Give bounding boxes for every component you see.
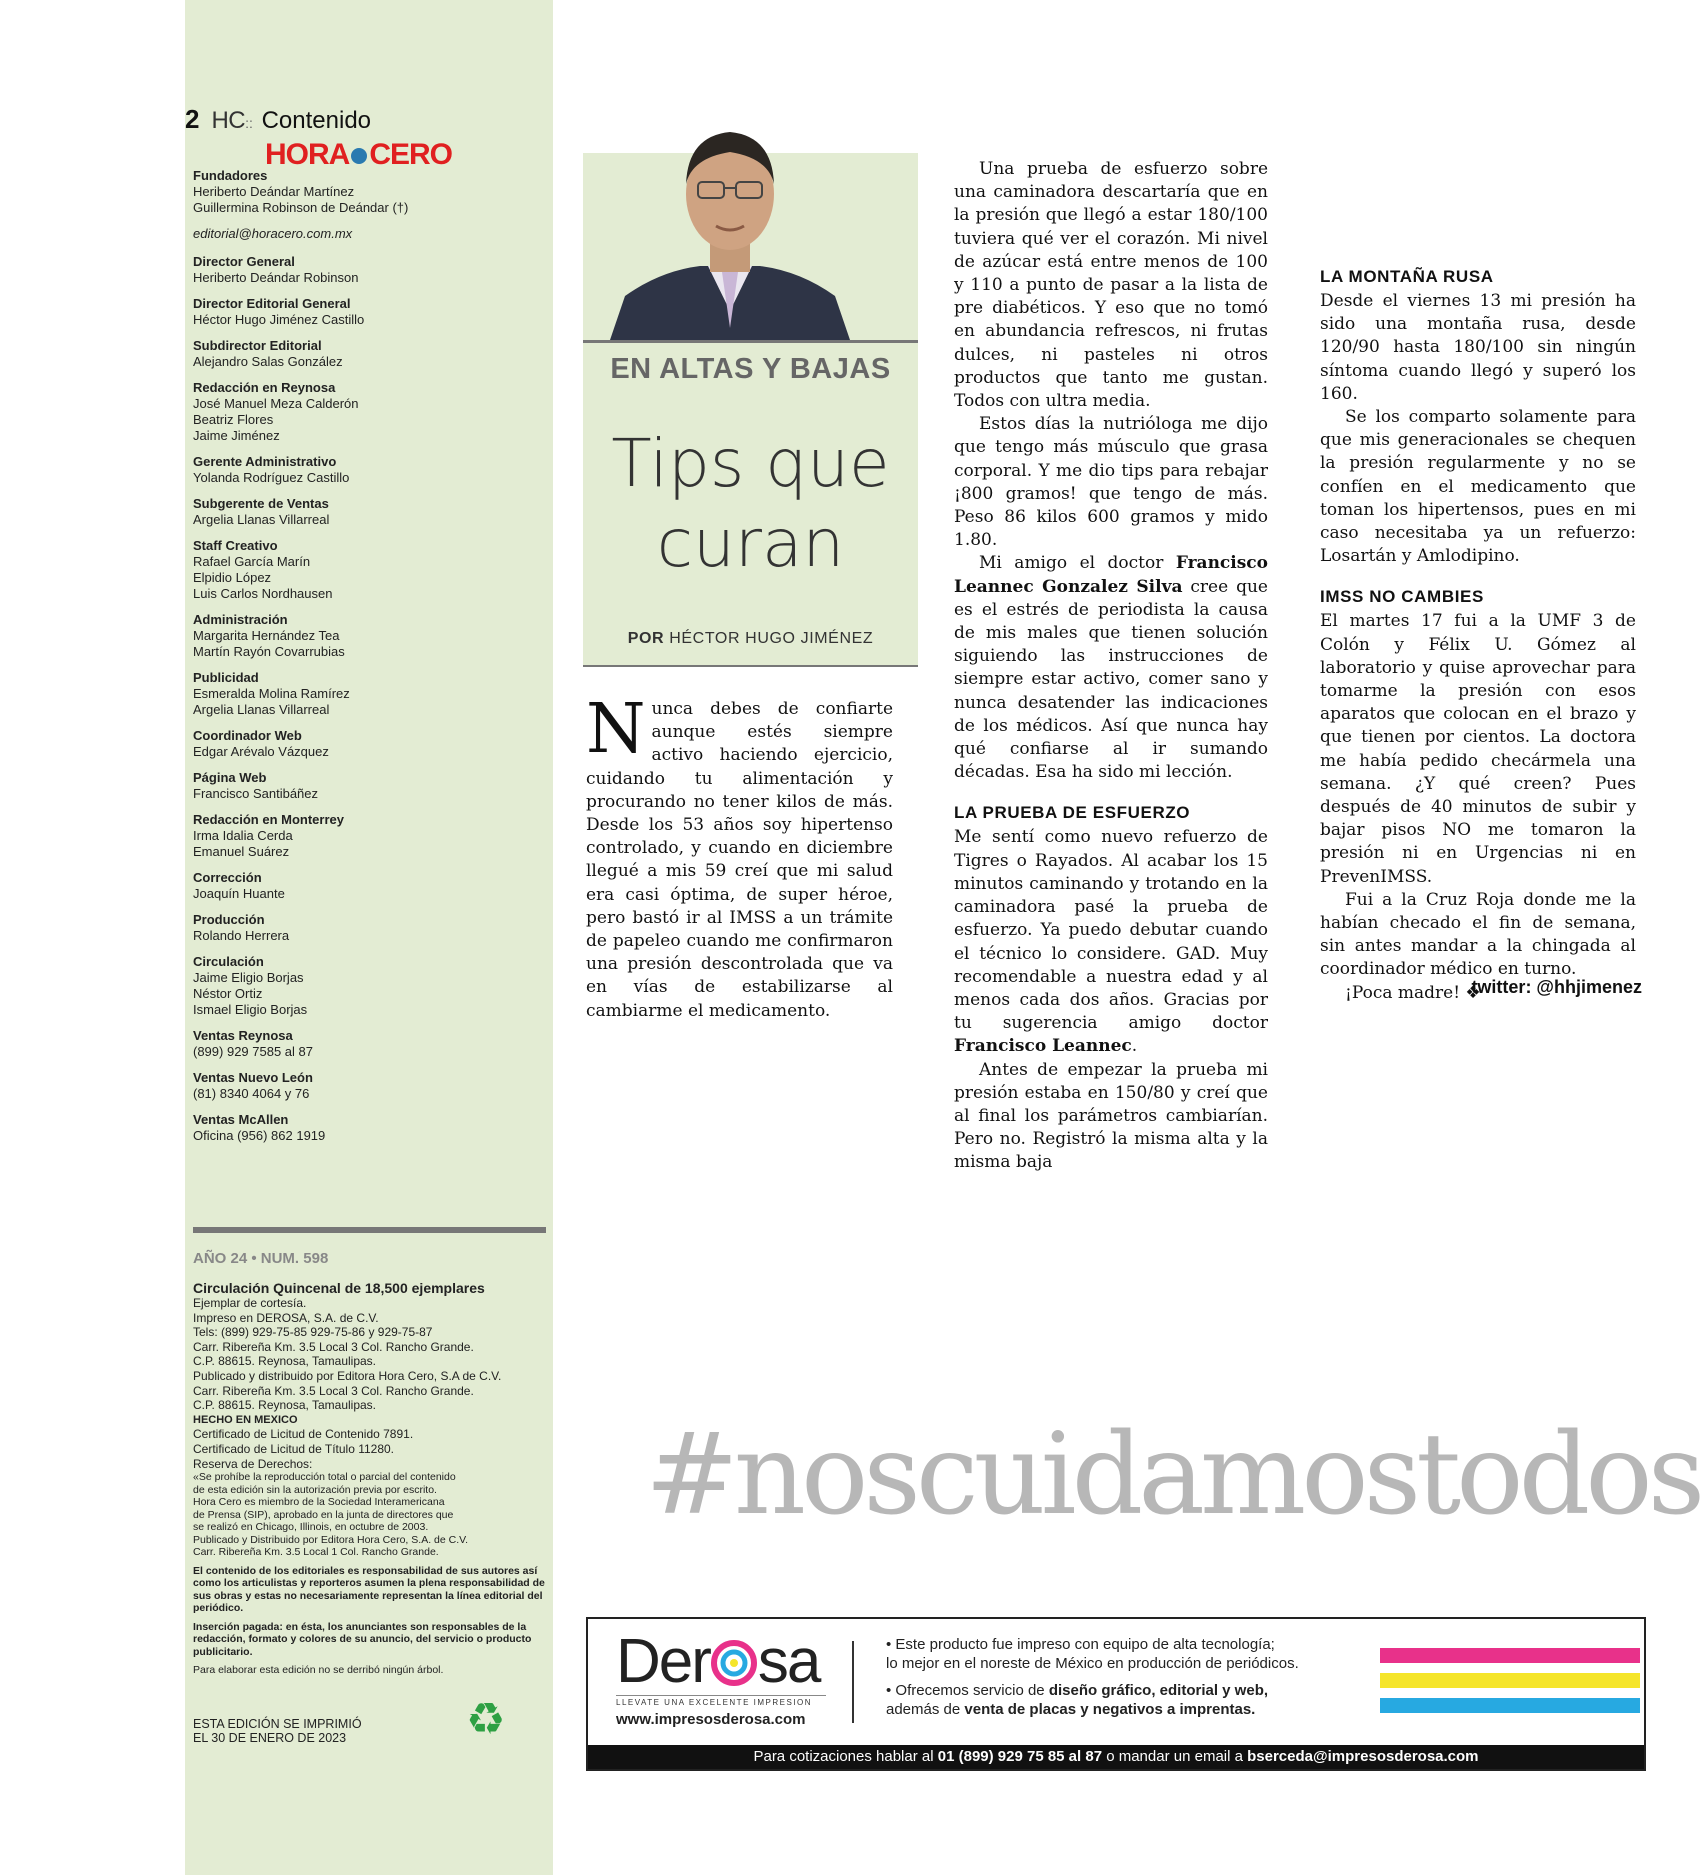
- colophon-line: Hora Cero es miembro de la Sociedad Interamericana: [193, 1496, 445, 1509]
- staff-name: Margarita Hernández Tea: [193, 628, 340, 643]
- staff-role: Circulación: [193, 954, 264, 969]
- footer-email[interactable]: bserceda@impresosderosa.com: [1247, 1748, 1479, 1765]
- colophon-line: Tels: (899) 929-75-85 929-75-86 y 929-75-87: [193, 1325, 433, 1340]
- paragraph-text: unca debes de confiarte aunque estés siempre activo haciendo ejercicio, cuidando tu alimentación y procurando no tener kilos de más. Desde los 53 años soy hipertenso controlado, y cuando en diciembre llegué a mis 59 creí que mi salud era casi óptima, de super héroe, pero bastó ir al IMSS a un trámite de papeleo cuando me confirmaron una presión descontrolada que va en vías de estabilizarse al cambiarme el medicamento.: [586, 699, 893, 1021]
- ad-text-bold: venta de placas y negativos a imprentas.: [964, 1701, 1256, 1718]
- staff-group: [193, 870, 543, 902]
- colophon-line: Reserva de Derechos:: [193, 1456, 313, 1471]
- staff-name: Argelia Llanas Villarreal: [193, 512, 330, 527]
- footer-phone[interactable]: 01 (899) 929 75 85 al 87: [937, 1748, 1103, 1765]
- subheading: LA MONTAÑA RUSA: [1320, 267, 1494, 286]
- staff-role: Publicidad: [193, 670, 259, 685]
- color-bar: [1380, 1698, 1640, 1713]
- header-bottom-rule: [583, 665, 918, 667]
- staff-name: Beatriz Flores: [193, 412, 274, 427]
- staff-name: Edgar Arévalo Vázquez: [193, 744, 329, 759]
- staff-group: [193, 612, 543, 660]
- hecho-en-mexico: HECHO EN MEXICO: [193, 1413, 298, 1426]
- staff-role: Corrección: [193, 870, 262, 885]
- article-column-1: [586, 690, 893, 1023]
- staff-name: Rolando Herrera: [193, 928, 290, 943]
- sidebar-divider: [193, 1227, 546, 1233]
- paragraph-text: .: [1131, 1036, 1138, 1057]
- colophon-line: Impreso en DEROSA, S.A. de C.V.: [193, 1310, 379, 1325]
- paragraph: [954, 552, 1268, 784]
- staff-role: Staff Creativo: [193, 538, 278, 553]
- staff-name: Rafael García Marín: [193, 554, 311, 569]
- staff-name: Irma Idalia Cerda: [193, 828, 293, 843]
- paragraph: Desde el viernes 13 mi presión ha sido una montaña rusa, desde 120/90 hasta 180/100 sin ningún síntoma cuando llegó y superó los 160.: [1320, 291, 1636, 404]
- colophon-line: C.P. 88615. Reynosa, Tamaulipas.: [193, 1398, 377, 1413]
- derosa-advertisement: [586, 1617, 1646, 1771]
- staff-role: Coordinador Web: [193, 728, 302, 743]
- staff-group: [193, 912, 543, 944]
- colophon-line: de esta edición sin la autorización previa por escrito.: [193, 1483, 437, 1496]
- byline: [583, 630, 918, 648]
- staff-group: [193, 380, 543, 444]
- title-line: Tips que: [611, 425, 890, 502]
- footer-text: Para cotizaciones hablar al: [753, 1748, 938, 1765]
- staff-name: Heriberto Deándar Martínez: [193, 184, 355, 199]
- photo-divider: [583, 340, 918, 343]
- color-bar: [1380, 1673, 1640, 1688]
- disclaimer: El contenido de los editoriales es responsabilidad de sus autores así como los articulistas y reporteros asumen la plena responsabilidad de sus obras y estas no necesariamente representan la línea editorial del periódico.: [193, 1564, 545, 1615]
- target-icon: [711, 1640, 757, 1686]
- editorial-email[interactable]: editorial@horacero.com.mx: [193, 226, 353, 241]
- staff-role: Redacción en Reynosa: [193, 380, 336, 395]
- paragraph-text: Me sentí como nuevo refuerzo de Tigres o Rayados. Al acabar los 15 minutos caminando y trotando en la caminadora pasé la prueba de esfuerzo. Ya puedo debutar cuando el técnico lo considere. GAD. Muy recomendable a nuestra edad y al menos cada dos años. Gracias por tu sugerencia amigo doctor: [954, 827, 1268, 1034]
- colophon-line: Certificado de Licitud de Contenido 7891.: [193, 1427, 414, 1442]
- colophon-line: de Prensa (SIP), aprobado en la junta de directores que: [193, 1508, 454, 1521]
- paragraph: Estos días la nutrióloga me dijo que tengo más músculo que grasa corporal. Y me dio tips para rebajar ¡800 gramos! que tengo de más. Peso 86 kilos 600 gramos y mido 1.80.: [954, 414, 1268, 551]
- ad-footer: [588, 1745, 1644, 1769]
- staff-name: Heriberto Deándar Robinson: [193, 270, 359, 285]
- ad-text: además de: [886, 1701, 965, 1718]
- staff-name: Elpidio López: [193, 570, 272, 585]
- column-kicker: EN ALTAS Y BAJAS: [610, 353, 891, 385]
- colophon-line: se realizó en Chicago, Illinois, en octubre de 2003.: [193, 1521, 429, 1534]
- globe-icon: [351, 148, 367, 164]
- subheading: LA PRUEBA DE ESFUERZO: [954, 803, 1191, 823]
- circulation-title: Circulación Quincenal de 18,500 ejemplares: [193, 1280, 485, 1296]
- staff-group: [193, 1070, 543, 1102]
- colophon: [193, 1281, 545, 1677]
- staff-role: Ventas Nuevo León: [193, 1070, 313, 1085]
- recycle-icon: ♻: [466, 1694, 506, 1745]
- author-portrait: [600, 96, 860, 340]
- colophon-line: Certificado de Licitud de Título 11280.: [193, 1441, 395, 1456]
- ad-line: [886, 1681, 1366, 1700]
- subheading: IMSS NO CAMBIES: [1320, 587, 1484, 607]
- staff-name: (81) 8340 4064 y 76: [193, 1086, 310, 1101]
- paragraph: Una prueba de esfuerzo sobre una caminadora descartaría que en la presión que llegó a estar 180/100 tuviera qué ver el corazón. Mi nivel de azúcar está entre menos de 100 y 110 a punto de pasar a la lista de pre diabéticos. Y eso que no tomó en abundancia refrescos, ni frutas dulces, ni pasteles ni otros productos que tanto me gustan. Todos con ultra media.: [954, 159, 1268, 412]
- staff-name: Guillermina Robinson de Deándar (†): [193, 200, 409, 215]
- colophon-line: Publicado y Distribuido por Editora Hora Cero, S.A. de C.V.: [193, 1533, 469, 1546]
- brand-part: Der: [616, 1627, 710, 1696]
- color-bars: [1380, 1648, 1640, 1723]
- ad-text: • Ofrecemos servicio de: [886, 1682, 1049, 1699]
- staff-name: Néstor Ortiz: [193, 986, 263, 1001]
- hashtag-banner: #noscuidamostodos: [645, 1410, 1700, 1540]
- twitter-handle[interactable]: twitter: @hhjimenez: [1471, 977, 1642, 997]
- staff-group: [193, 954, 543, 1018]
- staff-name: Luis Carlos Nordhausen: [193, 586, 333, 601]
- staff-group: [193, 1028, 543, 1060]
- staff-name: Ismael Eligio Borjas: [193, 1002, 308, 1017]
- paragraph: ¡Poca madre! ❖: [1345, 982, 1481, 1003]
- logo-left: HORA: [265, 138, 350, 171]
- staff-group: [193, 812, 543, 860]
- article-column-2: [954, 158, 1268, 1175]
- derosa-tagline: LLEVATE UNA EXCELENTE IMPRESION: [616, 1695, 826, 1707]
- staff-group: [193, 454, 543, 486]
- doctor-name: Francisco Leannec Gonzalez Silva: [954, 553, 1268, 597]
- staff-role: Redacción en Monterrey: [193, 812, 344, 827]
- staff-directory: [193, 168, 543, 1154]
- staff-group: [193, 1112, 543, 1144]
- staff-group: [193, 296, 543, 328]
- hc-label: HC: [211, 107, 246, 134]
- staff-role: Subdirector Editorial: [193, 338, 322, 353]
- logo-right: CERO: [369, 138, 453, 171]
- staff-role: Director General: [193, 254, 295, 269]
- staff-role: Subgerente de Ventas: [193, 496, 329, 511]
- edition-number: AÑO 24 • NUM. 598: [193, 1250, 329, 1267]
- colophon-line: Carr. Ribereña Km. 3.5 Local 3 Col. Rancho Grande.: [193, 1383, 474, 1398]
- paragraph-text: Mi amigo el doctor: [979, 553, 1176, 574]
- horacero-logo: [265, 138, 452, 172]
- staff-role: Ventas Reynosa: [193, 1028, 293, 1043]
- colophon-line: Carr. Ribereña Km. 3.5 Local 3 Col. Rancho Grande.: [193, 1339, 474, 1354]
- staff-name: Yolanda Rodríguez Castillo: [193, 470, 350, 485]
- page-number: 2: [185, 104, 200, 134]
- staff-role: Fundadores: [193, 168, 268, 183]
- staff-role: Ventas McAllen: [193, 1112, 289, 1127]
- paragraph: [586, 690, 893, 1023]
- staff-list: [193, 254, 543, 1144]
- staff-name: Emanuel Suárez: [193, 844, 290, 859]
- staff-group: [193, 538, 543, 602]
- staff-name: Jaime Jiménez: [193, 428, 280, 443]
- founders-group: [193, 168, 543, 216]
- colophon-lines: [193, 1296, 545, 1413]
- staff-name: Francisco Santibáñez: [193, 786, 319, 801]
- colophon-line: Ejemplar de cortesía.: [193, 1296, 307, 1310]
- staff-name: Alejandro Salas González: [193, 354, 343, 369]
- staff-role: Producción: [193, 912, 265, 927]
- ad-line: lo mejor en el noreste de México en producción de periódicos.: [886, 1655, 1299, 1672]
- brand-part: sa: [757, 1627, 820, 1696]
- staff-group: [193, 338, 543, 370]
- colophon-line: Publicado y distribuido por Editora Hora Cero, S.A de C.V.: [193, 1368, 502, 1383]
- doctor-name: Francisco Leannec: [954, 1036, 1132, 1057]
- staff-role: Administración: [193, 612, 288, 627]
- legal-lines: [193, 1471, 545, 1559]
- staff-name: Héctor Hugo Jiménez Castillo: [193, 312, 365, 327]
- derosa-website[interactable]: www.impresosderosa.com: [616, 1711, 806, 1728]
- derosa-wordmark: [616, 1629, 826, 1695]
- staff-name: Oficina (956) 862 1919: [193, 1128, 326, 1143]
- staff-name: José Manuel Meza Calderón: [193, 396, 359, 411]
- staff-name: Martín Rayón Covarrubias: [193, 644, 345, 659]
- paragraph-text: cree que es el estrés de periodista la causa de mis males que tienen solución siguiendo las instrucciones de siempre estar activo, comer sano y nunca desatender las indicaciones de los médicos. Así que nunca hay qué confiarse al ir sumando décadas. Esa ha sido mi lección.: [954, 576, 1268, 783]
- print-date-line: EL 30 DE ENERO DE 2023: [193, 1731, 347, 1745]
- section-header: [185, 104, 371, 135]
- title-line: curan: [656, 505, 845, 582]
- staff-name: Argelia Llanas Villarreal: [193, 702, 330, 717]
- staff-name: Esmeralda Molina Ramírez: [193, 686, 350, 701]
- staff-group: [193, 770, 543, 802]
- colophon-line: «Se prohíbe la reproducción total o parcial del contenido: [193, 1471, 456, 1484]
- byline-name: HÉCTOR HUGO JIMÉNEZ: [669, 630, 874, 647]
- staff-role: Gerente Administrativo: [193, 454, 337, 469]
- staff-role: Página Web: [193, 770, 267, 785]
- paragraph: Fui a la Cruz Roja donde me la habían checado el fin de semana, sin antes mandar a la chingada al coordinador médico en turno.: [1320, 889, 1636, 980]
- tree-note: Para elaborar esta edición no se derribó ningún árbol.: [193, 1664, 444, 1677]
- colophon-line: C.P. 88615. Reynosa, Tamaulipas.: [193, 1354, 377, 1369]
- staff-role: Director Editorial General: [193, 296, 351, 311]
- print-date-line: ESTA EDICIÓN SE IMPRIMIÓ: [193, 1717, 362, 1731]
- ad-text-bold: diseño gráfico, editorial y web,: [1048, 1682, 1269, 1699]
- ad-separator: [852, 1641, 854, 1723]
- staff-name: Jaime Eligio Borjas: [193, 970, 304, 985]
- staff-name: Joaquín Huante: [193, 886, 285, 901]
- staff-group: [193, 670, 543, 718]
- colophon-line: Carr. Ribereña Km. 3.5 Local 1 Col. Rancho Grande.: [193, 1546, 439, 1559]
- color-bar: [1380, 1648, 1640, 1663]
- ad-copy: [886, 1635, 1366, 1719]
- article-column-3: [1320, 158, 1636, 1005]
- article-title: [583, 424, 918, 584]
- paragraph: El martes 17 fui a la UMF 3 de Colón y Félix U. Gómez al laboratorio y quise aprovechar para tomarme la presión con esos aparatos que colocan en el brazo y que tienen por cientos. La doctora me había pedido checármela una semana. ¿Y qué creen? Pues después de 40 minutos de subir y bajar pisos NO me tomaron la presión ni en Urgencias ni en PrevenIMSS.: [1320, 611, 1636, 887]
- ad-line: • Este producto fue impreso con equipo de alta tecnología;: [886, 1636, 1275, 1653]
- hc-dots: ::: [245, 115, 253, 131]
- staff-group: [193, 496, 543, 528]
- paragraph: [954, 826, 1268, 1058]
- cert-lines: [193, 1427, 545, 1471]
- paragraph: Antes de empezar la prueba mi presión estaba en 150/80 y creí que al final los parámetros cambiarían. Pero no. Registró la misma alta y la misma baja: [954, 1059, 1268, 1173]
- print-date: [193, 1717, 362, 1745]
- staff-group: [193, 254, 543, 286]
- paid-insertion: Inserción pagada: en ésta, los anunciantes son responsables de la redacción, formato y colores de su anuncio, del servicio o producto publicitario.: [193, 1620, 532, 1658]
- byline-por: POR: [627, 630, 665, 647]
- staff-group: [193, 728, 543, 760]
- ad-line: [886, 1700, 1366, 1719]
- paragraph: Se los comparto solamente para que mis generacionales se chequen la presión regularmente y no se confíen en el medicamento que toman los hipertensos, pues en mi caso necesitaba ya un refuerzo: Losartán y Amlodipino.: [1320, 407, 1636, 567]
- derosa-logo: [616, 1629, 826, 1728]
- drop-cap: N: [586, 690, 646, 769]
- staff-name: (899) 929 7585 al 87: [193, 1044, 313, 1059]
- section-label: Contenido: [261, 107, 372, 134]
- footer-text: o mandar un email a: [1102, 1748, 1248, 1765]
